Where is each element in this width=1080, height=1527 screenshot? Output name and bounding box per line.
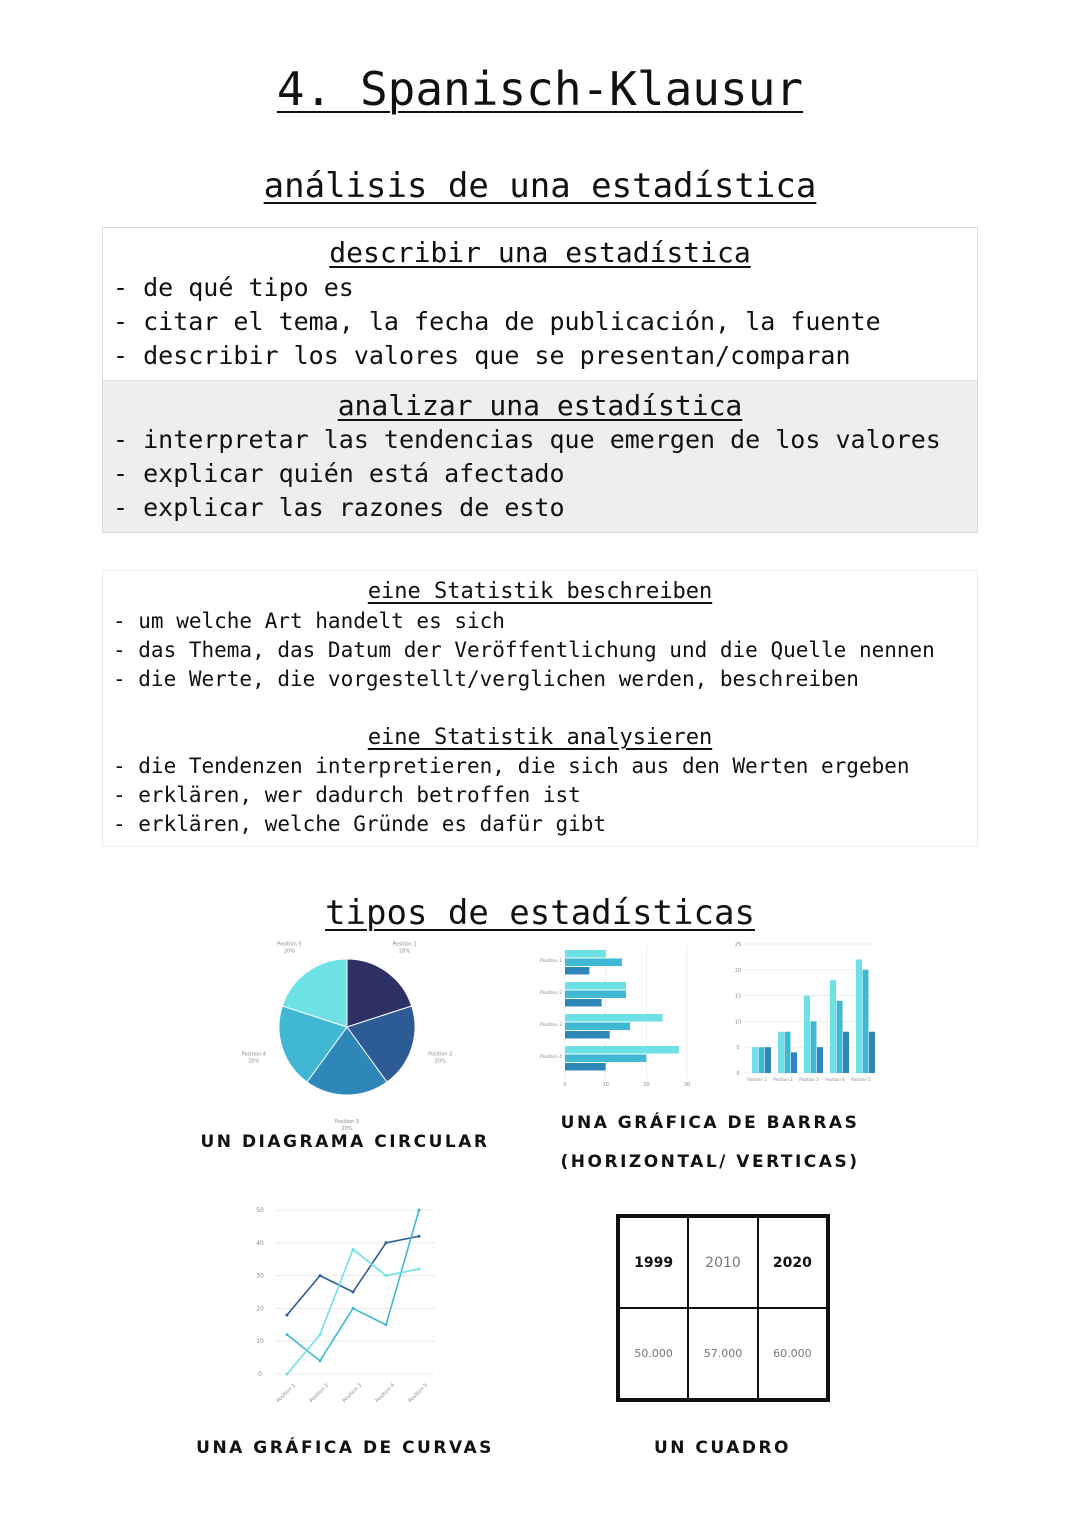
y-tick-label: Position 4: [540, 1055, 562, 1060]
x-tick-label: Position 5: [851, 1077, 871, 1082]
series-point: [352, 1291, 355, 1294]
pie-label: 20%: [341, 1126, 353, 1132]
table-value-cell: 60.000: [758, 1308, 827, 1399]
y-tick-label: Position 3: [540, 1023, 562, 1028]
bar: [778, 1032, 784, 1073]
bar: [856, 959, 862, 1073]
table-header-cell: 2010: [688, 1217, 757, 1308]
y-tick-label: 15: [734, 993, 742, 1000]
series-point: [352, 1307, 355, 1310]
pie-label: Position 3: [334, 1119, 360, 1125]
bar: [817, 1047, 823, 1073]
y-tick-label: 20: [734, 967, 742, 974]
x-tick-label: 10: [602, 1082, 609, 1088]
bar: [759, 1047, 765, 1073]
german-analyze-item: - erklären, wer dadurch betroffen ist: [113, 783, 581, 807]
german-analyze-heading: eine Statistik analysieren: [367, 725, 713, 750]
bar: [565, 1063, 606, 1071]
spanish-analyze-item: - explicar quién está afectado: [113, 459, 565, 488]
series-point: [385, 1274, 388, 1277]
table-header-cell: 1999: [619, 1217, 688, 1308]
series-point: [385, 1241, 388, 1244]
german-analyze-item: - die Tendenzen interpretieren, die sich aus den Werten ergeben: [113, 754, 910, 778]
x-tick-label: Position 1: [275, 1382, 297, 1404]
series-point: [286, 1373, 289, 1376]
page-subtitle: análisis de una estadística: [263, 166, 817, 206]
table-value-cell: 50.000: [619, 1308, 688, 1399]
pie-label: Position 5: [277, 941, 302, 948]
pie-label: 20%: [283, 948, 295, 955]
bar: [837, 1001, 843, 1073]
bar: [785, 1032, 791, 1073]
pie-label: Position 4: [241, 1051, 266, 1058]
bar: [791, 1052, 797, 1073]
bar: [804, 996, 810, 1073]
x-tick-label: Position 1: [747, 1077, 767, 1082]
horizontal-bar-chart: [530, 940, 700, 1090]
x-tick-label: Position 4: [374, 1382, 396, 1404]
bar: [565, 1055, 646, 1063]
line-chart: [245, 1200, 445, 1415]
bar: [811, 1021, 817, 1073]
bar: [565, 982, 626, 990]
page-title: 4. Spanisch-Klausur: [276, 62, 804, 116]
series-point: [418, 1235, 421, 1238]
vertical-bar-chart: [728, 936, 880, 1088]
y-tick-label: 40: [256, 1239, 264, 1247]
bar: [565, 1014, 663, 1022]
table-value-cell: 57.000: [688, 1308, 757, 1399]
pie-label: 20%: [248, 1058, 260, 1065]
bar: [565, 1031, 610, 1039]
bar: [765, 1047, 771, 1073]
spanish-analyze-item: - explicar las razones de esto: [113, 493, 565, 522]
series-point: [319, 1274, 322, 1277]
pie-chart: [230, 941, 470, 1132]
bar: [565, 999, 602, 1007]
bar: [565, 967, 589, 975]
bar: [565, 959, 622, 967]
series-point: [418, 1209, 421, 1212]
bar: [843, 1032, 849, 1073]
y-tick-label: 0: [736, 1071, 740, 1077]
pie-label: 20%: [434, 1058, 446, 1065]
spanish-describe-item: - de qué tipo es: [113, 273, 354, 302]
series-line: [287, 1210, 419, 1361]
bar: [565, 1046, 679, 1054]
spanish-describe-item: - describir los valores que se presentan/comparan: [113, 341, 851, 370]
series-point: [352, 1248, 355, 1251]
bar: [565, 991, 626, 999]
german-describe-item: - das Thema, das Datum der Veröffentlichung und die Quelle nennen: [113, 638, 935, 662]
bar: [869, 1032, 875, 1073]
bar: [565, 950, 606, 958]
spanish-describe-heading: describir una estadística: [329, 236, 751, 269]
table-caption: UN CUADRO: [653, 1438, 792, 1458]
x-tick-label: Position 3: [341, 1382, 363, 1404]
x-tick-label: Position 4: [825, 1077, 845, 1082]
german-describe-heading: eine Statistik beschreiben: [367, 579, 713, 604]
series-point: [286, 1333, 289, 1336]
bar-caption-sub: (HORIZONTAL/ VERTICAS): [560, 1152, 860, 1172]
pie-label: Position 2: [428, 1051, 453, 1058]
pie-label: 20%: [399, 948, 411, 955]
x-tick-label: 20: [643, 1082, 650, 1088]
german-analyze-item: - erklären, welche Gründe es dafür gibt: [113, 812, 607, 836]
x-tick-label: Position 2: [773, 1077, 793, 1082]
y-tick-label: 10: [734, 1019, 742, 1026]
y-tick-label: 30: [256, 1272, 264, 1280]
series-point: [319, 1333, 322, 1336]
data-table: [616, 1214, 830, 1402]
x-tick-label: 0: [563, 1082, 567, 1088]
y-tick-label: 20: [256, 1305, 264, 1313]
line-caption: UNA GRÁFICA DE CURVAS: [196, 1438, 494, 1458]
spanish-analyze-heading: analizar una estadística: [337, 389, 743, 422]
x-tick-label: Position 3: [799, 1077, 819, 1082]
bar-caption: UNA GRÁFICA DE BARRAS: [560, 1113, 860, 1133]
series-point: [385, 1323, 388, 1326]
series-point: [319, 1359, 322, 1362]
bar: [863, 970, 869, 1073]
spanish-describe-item: - citar el tema, la fecha de publicación, la fuente: [113, 307, 881, 336]
table-header-cell: 2020: [758, 1217, 827, 1308]
bar: [565, 1023, 630, 1031]
y-tick-label: 25: [734, 942, 742, 948]
german-describe-item: - die Werte, die vorgestellt/verglichen werden, beschreiben: [113, 667, 859, 691]
types-heading: tipos de estadísticas: [325, 893, 755, 933]
x-tick-label: Position 5: [407, 1382, 429, 1404]
bar: [830, 980, 836, 1073]
spanish-describe-box: [102, 227, 978, 381]
x-tick-label: 30: [683, 1082, 691, 1088]
spanish-analyze-item: - interpretar las tendencias que emergen de los valores: [113, 425, 941, 454]
spanish-analyze-box: [102, 380, 978, 533]
series-point: [286, 1313, 289, 1316]
y-tick-label: 0: [258, 1371, 262, 1378]
german-box: [102, 570, 978, 847]
bar: [752, 1047, 758, 1073]
pie-label: Position 1: [392, 941, 417, 948]
x-tick-label: Position 2: [308, 1382, 330, 1404]
y-tick-label: 10: [256, 1338, 264, 1346]
y-tick-label: 50: [256, 1207, 264, 1214]
series-line: [287, 1249, 419, 1374]
pie-caption: UN DIAGRAMA CIRCULAR: [200, 1132, 490, 1152]
y-tick-label: 5: [736, 1045, 740, 1052]
y-tick-label: Position 1: [540, 959, 562, 964]
y-tick-label: Position 2: [540, 991, 562, 996]
series-point: [418, 1268, 421, 1271]
german-describe-item: - um welche Art handelt es sich: [113, 609, 505, 633]
